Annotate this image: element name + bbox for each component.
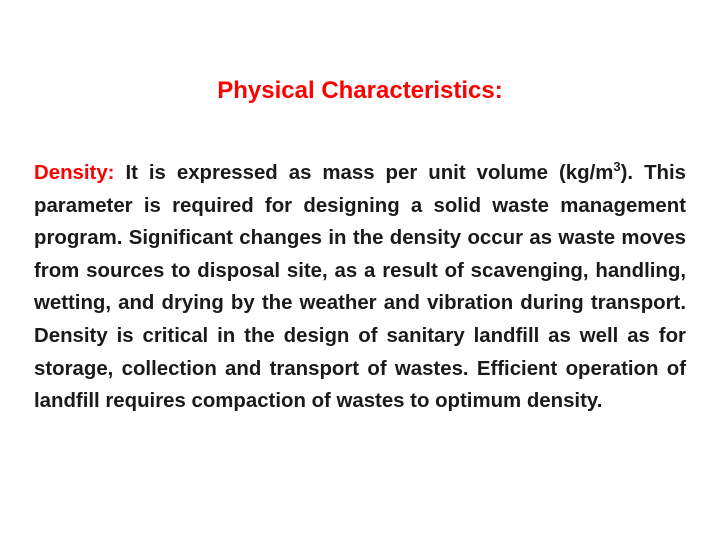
slide-title: Physical Characteristics: bbox=[217, 77, 503, 104]
density-intro: It is expressed as mass per unit volume (kg/m bbox=[114, 162, 614, 184]
unit-exponent: 3 bbox=[613, 159, 621, 175]
density-paragraph bbox=[34, 157, 686, 418]
density-description: ). This parameter is required for designing a solid waste management program. Significant changes in the density occur as waste moves from sources to disposal site, as a result of scavenging, handling, wetting, and drying by the weather and vibration during transport. Density is critical in the design of sanitary landfill as well as for storage, collection and transport of wastes. Efficient operation of landfill requires compaction of wastes to optimum density. bbox=[34, 162, 686, 413]
density-term: Density: bbox=[34, 162, 115, 184]
